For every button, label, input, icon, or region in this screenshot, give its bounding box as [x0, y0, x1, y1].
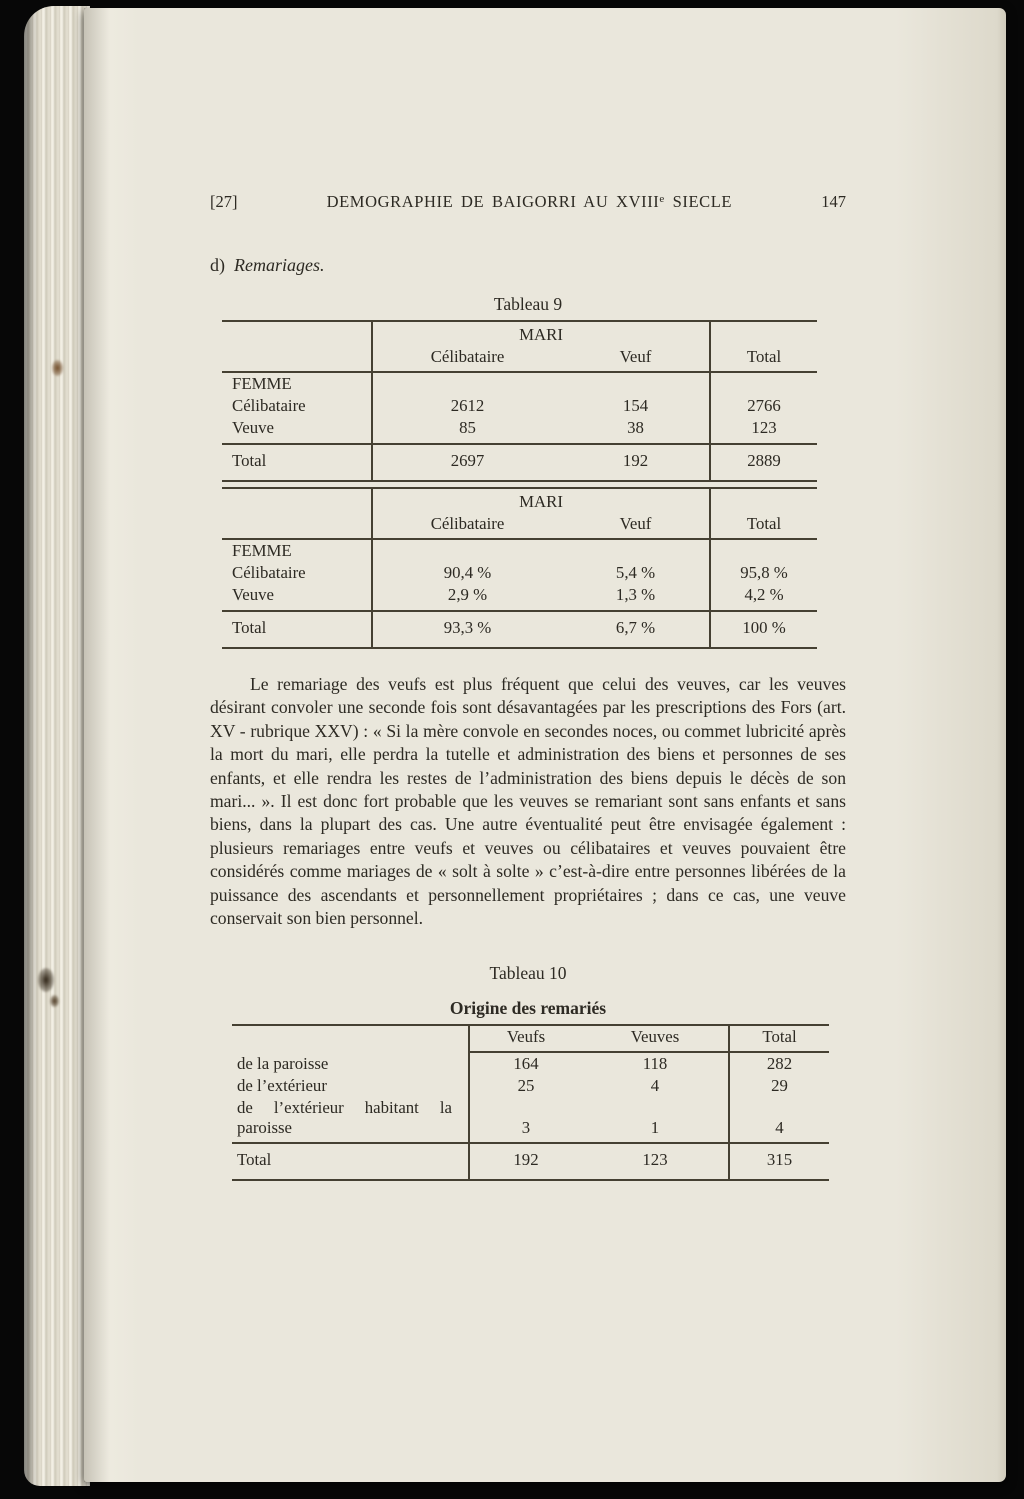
- table-spacer-cell: [710, 539, 817, 562]
- cell-value: 4,2 %: [710, 584, 817, 611]
- cell-value: 2,9 %: [372, 584, 562, 611]
- cell-value: 5,4 %: [615, 563, 656, 582]
- row-label: Célibataire: [232, 563, 306, 582]
- running-title-text: DEMOGRAPHIE DE BAIGORRI AU XVIII: [326, 192, 660, 211]
- table-row: [222, 321, 817, 346]
- cell-value: 2612: [372, 395, 562, 417]
- table-spacer-cell: [222, 346, 372, 372]
- table-spacer-cell: [710, 372, 817, 395]
- table-spacer-cell: [562, 539, 710, 562]
- table-spacer-cell: [372, 539, 562, 562]
- column-header: Veuf: [562, 513, 710, 539]
- table-caption-tableau9: Tableau 9: [493, 294, 563, 314]
- title-superscript: e: [659, 193, 665, 205]
- cell-value: 100 %: [710, 611, 817, 648]
- row-label: de l’extérieur: [237, 1076, 327, 1096]
- row-label: de la paroisse: [237, 1054, 329, 1074]
- column-header: Célibataire: [372, 513, 562, 539]
- table-caption-tableau10: Tableau 10: [489, 963, 567, 984]
- page-stain: [38, 968, 54, 992]
- section-heading: [210, 254, 846, 276]
- table-spacer-cell: [232, 1025, 469, 1052]
- cell-value: 164: [469, 1052, 582, 1075]
- column-group-header: MARI: [372, 321, 710, 346]
- cell-value: 4: [650, 1076, 660, 1096]
- table-row: [222, 584, 817, 611]
- cell-value: 192: [622, 451, 649, 470]
- cell-value: 85: [372, 417, 562, 444]
- table-header-row: [232, 1025, 829, 1052]
- cell-value: 154: [622, 396, 649, 415]
- table-origine-remaries: [232, 1024, 829, 1181]
- cell-value: 2889: [710, 444, 817, 481]
- margin-reference: [27]: [210, 192, 238, 211]
- row-group-label: FEMME: [232, 541, 292, 560]
- cell-value: 1: [582, 1097, 729, 1143]
- cell-value: 118: [642, 1054, 668, 1074]
- page-stain: [52, 360, 63, 376]
- section-marker: d): [210, 255, 225, 275]
- table-row: [222, 372, 817, 395]
- row-label: Total: [237, 1150, 272, 1170]
- row-label: Veuve: [222, 417, 372, 444]
- cell-value: 6,7 %: [615, 618, 656, 637]
- page-header: [210, 8, 846, 212]
- page: [84, 8, 1006, 1482]
- cell-value: 123: [642, 1150, 668, 1170]
- cell-value: 95,8 %: [710, 562, 817, 584]
- table-spacer-cell: [710, 321, 817, 346]
- table-spacer-cell: [562, 372, 710, 395]
- row-label: Total: [232, 451, 267, 470]
- table-row: [222, 539, 817, 562]
- page-content: [210, 8, 846, 1181]
- row-label: Célibataire: [232, 396, 306, 415]
- table-spacer-cell: [710, 488, 817, 513]
- cell-value: 29: [729, 1075, 829, 1097]
- table-row: [222, 488, 817, 513]
- table-header-row: [222, 346, 817, 372]
- table-spacer-cell: [372, 372, 562, 395]
- cell-value: 2766: [710, 395, 817, 417]
- column-header: Total: [710, 346, 817, 372]
- column-header: Veuf: [562, 346, 710, 372]
- running-title: [327, 189, 733, 212]
- table-subtitle: Origine des remariés: [449, 998, 607, 1019]
- cell-value: 90,4 %: [372, 562, 562, 584]
- table-total-row: [232, 1143, 829, 1180]
- row-label: de l’extérieur habitant la paroisse: [232, 1097, 469, 1143]
- table-remariages-counts: [222, 320, 817, 482]
- table-total-row: [222, 611, 817, 648]
- row-label: Veuve: [222, 584, 372, 611]
- book-page-edges: [24, 6, 90, 1486]
- cell-value: 3: [469, 1097, 582, 1143]
- cell-value: 192: [469, 1143, 582, 1180]
- column-header: Total: [729, 1025, 829, 1052]
- table-header-row: [222, 513, 817, 539]
- page-stain: [50, 995, 59, 1007]
- cell-value: 38: [562, 417, 710, 444]
- table-total-row: [222, 444, 817, 481]
- table-spacer-cell: [222, 488, 372, 513]
- table-spacer-cell: [222, 513, 372, 539]
- page-number: 147: [821, 192, 846, 211]
- column-header: Veufs: [469, 1025, 582, 1052]
- column-group-header: MARI: [372, 488, 710, 513]
- table-row: [232, 1075, 829, 1097]
- table-remariages-percentages: [222, 487, 817, 649]
- row-group-label: FEMME: [232, 374, 292, 393]
- cell-value: 282: [729, 1052, 829, 1075]
- cell-value: 315: [729, 1143, 829, 1180]
- column-header: Célibataire: [372, 346, 562, 372]
- cell-value: 2697: [372, 444, 562, 481]
- cell-value: 123: [710, 417, 817, 444]
- column-header: Veuves: [582, 1025, 729, 1052]
- table-row: [232, 1052, 829, 1075]
- cell-value: 25: [469, 1075, 582, 1097]
- column-header: Total: [710, 513, 817, 539]
- table-row: [222, 562, 817, 584]
- running-title-text: SIECLE: [664, 192, 733, 211]
- cell-value: 93,3 %: [372, 611, 562, 648]
- body-paragraph: Le remariage des veufs est plus fréquent que celui des veuves, car les veuves désirant convoler une seconde fois sont désavantagées par les prescriptions des Fors (art. XV - rubrique XXV) : « Si la mère convole en secondes noces, ou commet lubricité après la mort du mari, elle perdra la tutelle et administration des biens et personnes de ses enfants, et elle rendra les restes de l’administration des biens depuis le décès de son mari... ». Il est donc fort probable que les veuves se remariant sont sans enfants et sans biens, dans la plupart des cas. Une autre éventualité peut être envisagée également : plusieurs remariages entre veufs et veuves ou célibataires et veuves pouvaient être considérés comme mariages de « solt à solte » c’est-à-dire entre personnes libérées de la puissance des ascendants et personnellement propriétaires ; dans ce cas, une veuve conservait son bien personnel.: [210, 674, 846, 929]
- cell-value: 4: [729, 1097, 829, 1143]
- row-label: Total: [232, 618, 267, 637]
- table-row: [232, 1097, 829, 1143]
- table-row: [222, 417, 817, 444]
- table-spacer-cell: [222, 321, 372, 346]
- table-row: [222, 395, 817, 417]
- section-title: Remariages.: [234, 255, 325, 275]
- cell-value: 1,3 %: [562, 584, 710, 611]
